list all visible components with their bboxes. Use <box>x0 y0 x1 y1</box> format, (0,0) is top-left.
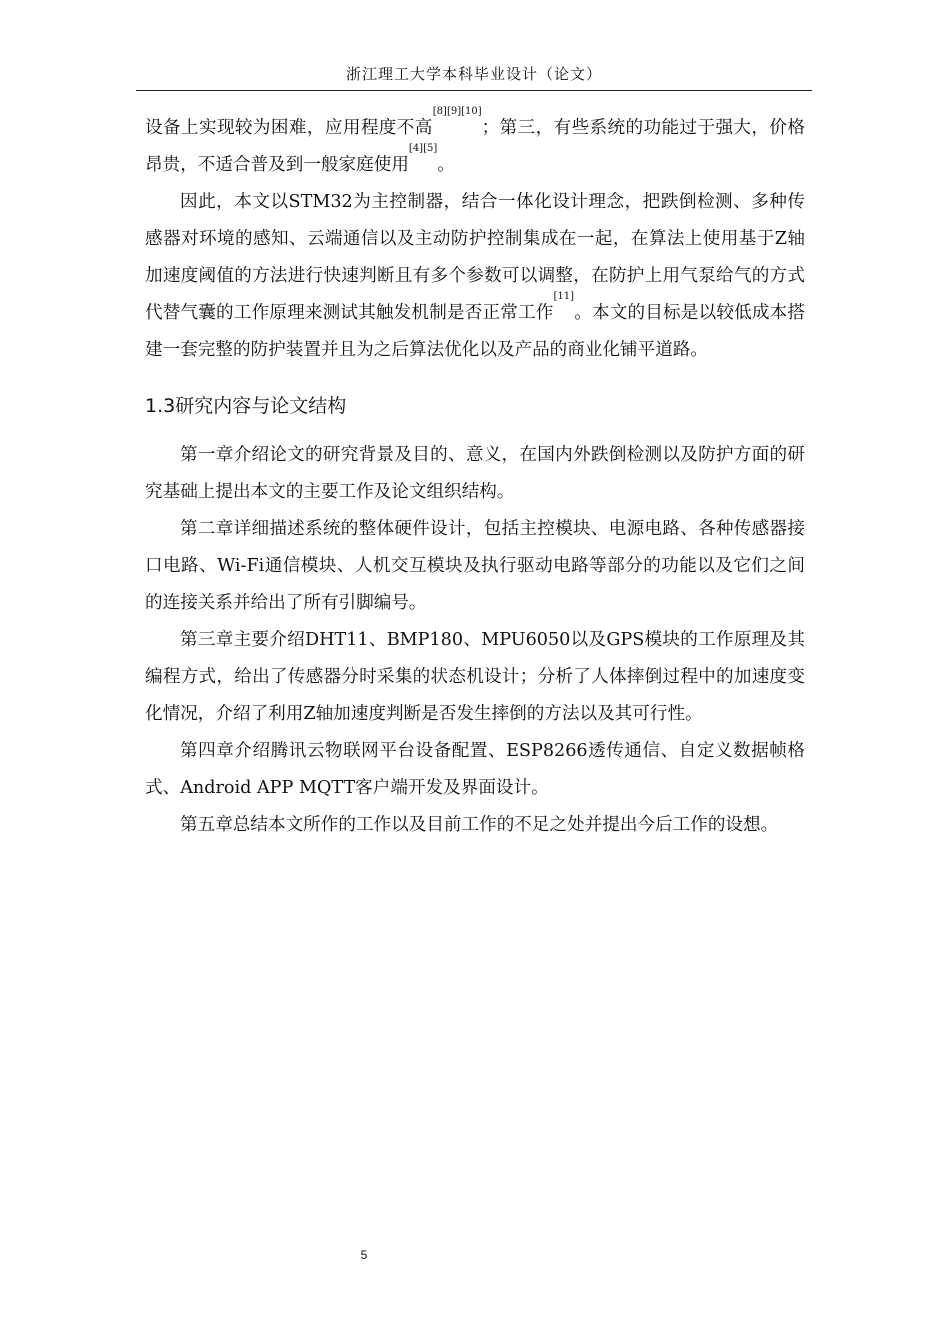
paragraph-chapter-3: 第三章主要介绍DHT11、BMP180、MPU6050以及GPS模块的工作原理及其编程方式，给出了传感器分时采集的状态机设计；分析了人体摔倒过程中的加速度变化情况，介绍了利用Z轴加速度判断是否发生摔倒的方法以及其可行性。 <box>145 630 805 724</box>
section-heading: 1.3研究内容与论文结构 <box>145 395 347 417</box>
header-title: 浙江理工大学本科毕业设计（论文） <box>345 65 602 83</box>
paragraph-chapter-1: 第一章介绍论文的研究背景及目的、意义，在国内外跌倒检测以及防护方面的研究基础上提出本文的主要工作及论文组织结构。 <box>145 445 805 502</box>
citation-ref: [4][5] <box>408 143 438 154</box>
page-header <box>136 62 812 91</box>
paragraph-chapter-2: 第二章详细描述系统的整体硬件设计，包括主控模块、电源电路、各种传感器接口电路、Wi-Fi通信模块、人机交互模块及执行驱动电路等部分的功能以及它们之间的连接关系并给出了所有引脚编号。 <box>145 519 805 613</box>
paragraph-text: 。 <box>437 155 455 175</box>
paragraph-goal <box>145 184 805 369</box>
page-number: 5 <box>360 1248 368 1262</box>
paragraph-chapter-5: 第五章总结本文所作的工作以及目前工作的不足之处并提出今后工作的设想。 <box>180 815 779 835</box>
paragraph-text: 因此，本文以STM32为主控制器，结合一体化设计理念，把跌倒检测、多种传感器对环境的感知、云端通信以及主动防护控制集成在一起，在算法上使用基于Z轴加速度阈值的方法进行快速判断且有多个参数可以调整，在防护上用气泵给气的方式代替气囊的工作原理来测试其触发机制是否正常工作 <box>145 192 805 323</box>
paragraph-continuation <box>145 106 805 184</box>
page-body <box>145 106 805 844</box>
paragraph-text: 。本文的目标是以较低成本搭建一套完整的防护装置并且为之后算法优化以及产品的商业化铺平道路。 <box>145 303 805 360</box>
paragraph-text: ；第三，有些系统的功能过于强大，价格昂贵，不适合普及到一般家庭使用 <box>145 118 805 175</box>
paragraph-chapter-4: 第四章介绍腾讯云物联网平台设备配置、ESP8266透传通信、自定义数据帧格式、Android APP MQTT客户端开发及界面设计。 <box>145 741 805 798</box>
citation-ref: [11] <box>553 291 575 302</box>
paragraph-text: 设备上实现较为困难，应用程度不高 <box>145 118 433 138</box>
citation-ref: [8][9][10] <box>432 106 482 117</box>
